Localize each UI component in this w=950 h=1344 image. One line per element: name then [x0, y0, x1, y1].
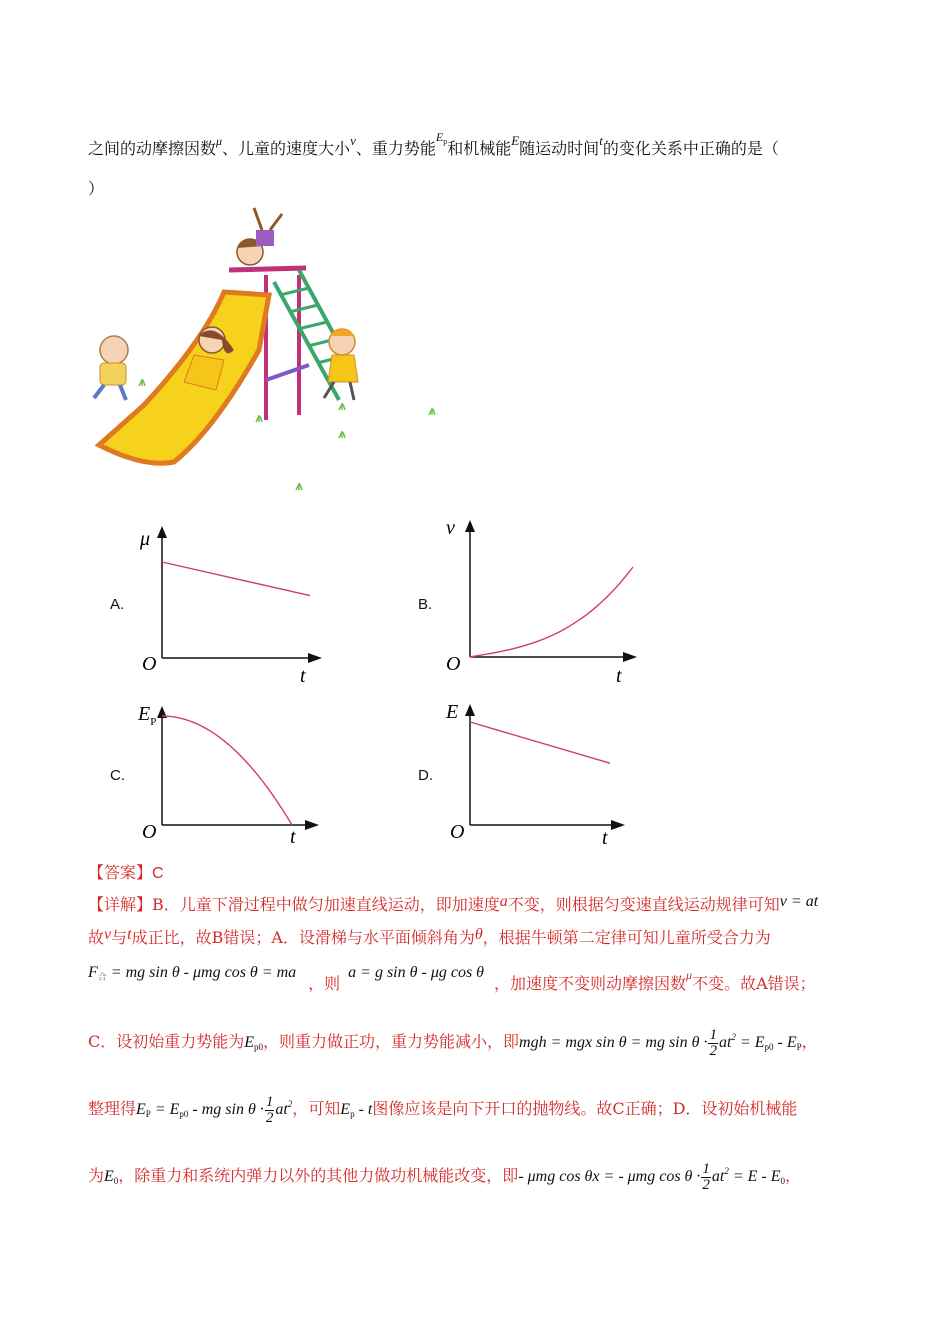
- slide-illustration: [84, 200, 444, 500]
- e-symbol: E: [511, 133, 520, 148]
- question-line-2: ）: [88, 179, 105, 198]
- x-axis-arrow: [308, 653, 322, 663]
- question-text: 之间的动摩擦因数: [88, 139, 217, 158]
- question-text: 和机械能: [447, 139, 512, 158]
- answer-label: 【答案】: [88, 865, 153, 882]
- detail-label: 【详解】: [88, 895, 153, 914]
- x-axis-label: t: [616, 665, 622, 687]
- eq-net-force: $F_合$ = mg sin θ - μmg cos θ = ma: [88, 964, 297, 982]
- origin-label: O: [450, 821, 465, 843]
- question-line-1: [88, 130, 779, 159]
- mu-symbol: μ: [216, 134, 223, 148]
- y-axis-arrow: [465, 520, 475, 532]
- option-d-label[interactable]: D.: [418, 767, 433, 784]
- curve-ep: [162, 716, 292, 825]
- eq-acceleration: a = g sin θ - μg cos θ: [348, 964, 485, 981]
- kid-right: [324, 329, 358, 400]
- eq-potential-energy: mgh = mgx sin θ = mg sin θ · $\frac{1}{2}$ $at^2 = E_{p0} - E_P$: [519, 1027, 802, 1059]
- x-axis-arrow: [623, 652, 637, 662]
- detail-line-4: C．设初始重力势能为$E_{p0}$，则重力做正功，重力势能减小，即mgh = mgx sin θ = mg sin θ · $\frac{1}{2}$ $at^2 = E_{p0} - E_P$，: [88, 1027, 818, 1059]
- detail-line-3: $F_合$ = mg sin θ - μmg cos θ = ma，则a = g sin θ - μg cos θ，加速度不变则动摩擦因数μ不变。故A错误；: [88, 964, 816, 993]
- curve-mu: [162, 562, 310, 596]
- question-text: 、儿童的速度大小: [222, 139, 351, 158]
- y-axis-label: E: [446, 701, 459, 723]
- y-axis-label: μ: [140, 528, 151, 550]
- detail-line-1: 【详解】B．儿童下滑过程中做匀加速直线运动，即加速度a不变，则根据匀变速直线运动规律可知v = at: [88, 893, 819, 914]
- option-b-label[interactable]: B.: [418, 596, 433, 613]
- kid-left: [94, 336, 128, 400]
- y-axis-arrow: [465, 704, 475, 716]
- x-axis-label: t: [602, 827, 608, 849]
- question-text: 的变化关系中正确的是（: [602, 139, 779, 158]
- graph-a[interactable]: [130, 520, 330, 690]
- origin-label: O: [142, 653, 157, 675]
- v-symbol: v: [350, 133, 356, 148]
- question-text: 随运动时间: [519, 139, 600, 158]
- x-axis-label: t: [290, 826, 296, 848]
- answer-value: C: [152, 865, 164, 882]
- curve-e: [470, 722, 610, 763]
- ep-symbol: Ep: [435, 130, 448, 146]
- graph-c[interactable]: [130, 698, 330, 850]
- option-c-label[interactable]: C.: [110, 767, 125, 784]
- y-axis-label: v: [446, 517, 455, 539]
- y-axis-arrow: [157, 526, 167, 538]
- curve-v: [470, 567, 633, 657]
- eq-ep-of-t: $E_P = E_{p0}$ - mg sin θ · $\frac{1}{2}$ $at^2$: [136, 1094, 293, 1126]
- y-axis-label: $E_P$: [138, 703, 157, 728]
- x-axis-arrow: [305, 820, 319, 830]
- question-text: 、重力势能: [355, 139, 436, 158]
- kid-on-top: [237, 208, 282, 265]
- x-axis-label: t: [300, 665, 306, 687]
- eq-mechanical-energy: - μmg cos θx = - μmg cos θ · $\frac{1}{2}$ $at^2 = E - E_0$: [518, 1161, 786, 1193]
- detail-line-5: 整理得$E_P = E_{p0}$ - mg sin θ · $\frac{1}{2}$ $at^2$，可知$E_p$ - t图像应该是向下开口的抛物线。故C正确；D．设初始机械能: [88, 1094, 798, 1126]
- detail-line-6: 为$E_0$，除重力和系统内弹力以外的其他力做功机械能改变，即- μmg cos θx = - μmg cos θ · $\frac{1}{2}$ $at^2 = E - E_0$，: [88, 1161, 802, 1193]
- origin-label: O: [446, 653, 461, 675]
- answer-line: [88, 860, 164, 883]
- detail-line-2: 故v与t成正比，故B错误；A．设滑梯与水平面倾斜角为θ，根据牛顿第二定律可知儿童所受合力为: [88, 926, 771, 947]
- graph-d[interactable]: [440, 694, 640, 850]
- x-axis-arrow: [611, 820, 625, 830]
- option-a-label[interactable]: A.: [110, 596, 125, 613]
- graph-b[interactable]: [440, 512, 640, 690]
- origin-label: O: [142, 821, 157, 843]
- t-symbol: t: [599, 133, 603, 148]
